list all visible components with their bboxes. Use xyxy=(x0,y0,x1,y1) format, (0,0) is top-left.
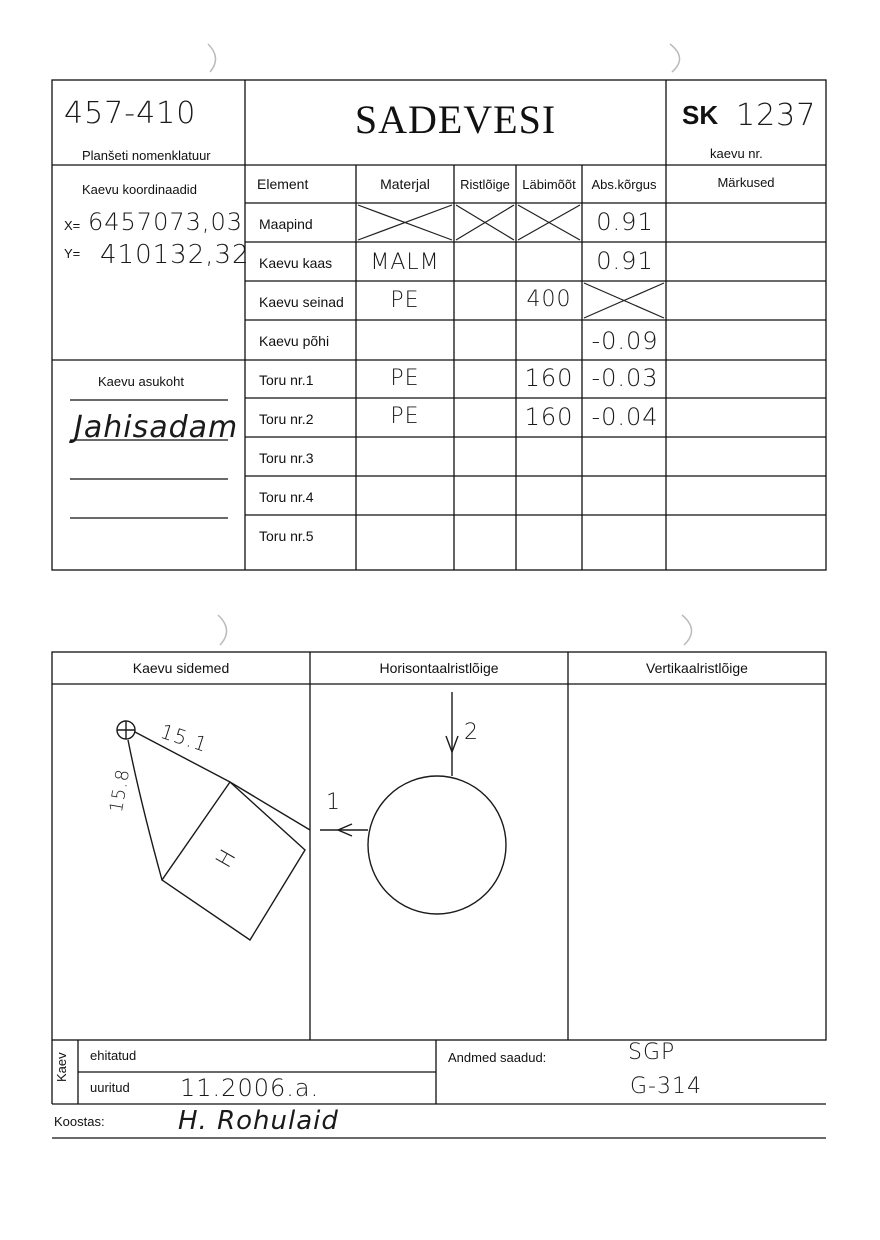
col-header-height: Abs.kõrgus xyxy=(591,177,657,192)
well-number: 1237 xyxy=(736,98,817,133)
row-label-toru-4: Toru nr.4 xyxy=(259,489,314,505)
row-label-kaevu-seinad: Kaevu seinad xyxy=(259,294,344,310)
col-header-element: Element xyxy=(257,176,309,192)
data-from-value-2: G-314 xyxy=(630,1074,702,1099)
x-value: 6457073,03 xyxy=(88,208,244,236)
data-from-value-1: SGP xyxy=(628,1040,676,1065)
nomenclature-label: Planšeti nomenklatuur xyxy=(82,148,211,163)
col-header-cross: Ristlõige xyxy=(460,177,510,192)
pipe-1-label: 1 xyxy=(326,790,341,815)
diameter-value: 160 xyxy=(524,403,574,431)
height-value: -0.03 xyxy=(591,364,659,392)
distance-line-b xyxy=(128,740,162,880)
kaev-label: Kaev xyxy=(54,1052,69,1082)
height-value: -0.09 xyxy=(591,327,659,355)
col-header-vertical: Vertikaalristlõige xyxy=(646,660,748,676)
row-label-toru-2: Toru nr.2 xyxy=(259,411,314,427)
distance-line-a xyxy=(135,732,310,830)
y-label: Y= xyxy=(64,246,81,261)
sk-prefix: SK xyxy=(682,100,719,130)
row-label-toru-3: Toru nr.3 xyxy=(259,450,314,466)
y-value: 410132,32 xyxy=(100,240,250,270)
col-header-horizontal: Horisontaalristlõige xyxy=(379,660,499,676)
diameter-value: 400 xyxy=(526,287,572,312)
page-title: SADEVESI xyxy=(354,97,557,142)
height-value: -0.04 xyxy=(591,403,659,431)
location-label: Kaevu asukoht xyxy=(98,374,185,389)
material-value: PE xyxy=(390,366,420,391)
data-from-label: Andmed saadud: xyxy=(448,1050,547,1065)
punch-hole-mark xyxy=(670,44,680,72)
punch-hole-mark xyxy=(682,615,692,645)
row-label-toru-1: Toru nr.1 xyxy=(259,372,314,388)
diameter-value: 160 xyxy=(524,364,574,392)
height-value: 0.91 xyxy=(596,247,654,275)
col-header-material: Materjal xyxy=(380,176,430,192)
height-value: 0.91 xyxy=(596,208,654,236)
sketch-border xyxy=(52,652,826,1040)
col-header-notes: Märkused xyxy=(717,175,775,190)
built-label: ehitatud xyxy=(90,1048,137,1063)
well-number-label: kaevu nr. xyxy=(710,146,763,161)
location-value: Jahisadam xyxy=(74,410,239,445)
distance-label-a: 15.1 xyxy=(157,719,212,757)
row-label-kaevu-kaas: Kaevu kaas xyxy=(259,255,333,271)
coords-label: Kaevu koordinaadid xyxy=(82,182,197,197)
punch-hole-mark xyxy=(208,44,216,72)
row-label-maapind: Maapind xyxy=(259,216,313,232)
compiled-label: Koostas: xyxy=(54,1114,105,1129)
distance-label-b: 15.8 xyxy=(105,766,135,815)
punch-hole-mark xyxy=(218,615,227,645)
well-circle xyxy=(368,776,506,914)
row-label-kaevu-pohi: Kaevu põhi xyxy=(259,333,330,349)
surveyed-label: uuritud xyxy=(90,1080,130,1095)
row-label-toru-5: Toru nr.5 xyxy=(259,528,314,544)
pipe-2-label: 2 xyxy=(464,720,479,745)
col-header-diameter: Läbimõõt xyxy=(522,177,576,192)
col-header-connections: Kaevu sidemed xyxy=(132,660,230,676)
material-value: PE xyxy=(390,288,420,313)
compiled-value: H. Rohulaid xyxy=(178,1106,339,1136)
material-value: MALM xyxy=(370,250,440,275)
surveyed-value: 11.2006.a. xyxy=(180,1074,320,1102)
connection-sketch xyxy=(117,721,310,940)
material-value: PE xyxy=(390,404,420,429)
x-label: X= xyxy=(64,218,81,233)
building-mark: H xyxy=(211,844,242,873)
nomenclature-value: 457-410 xyxy=(64,96,197,131)
